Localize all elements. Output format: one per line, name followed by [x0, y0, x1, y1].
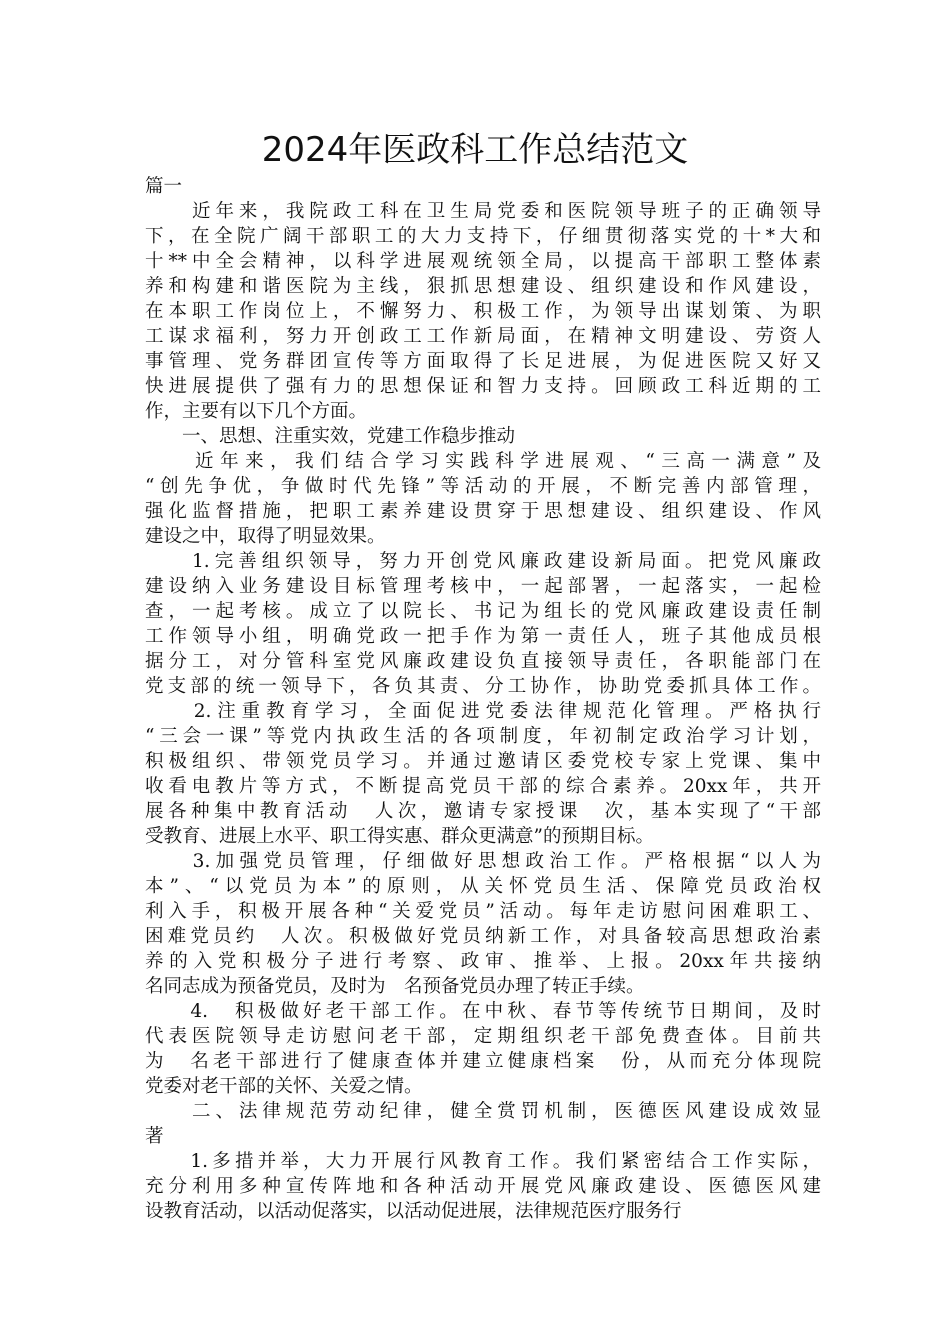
- body-text-line: 快进展提供了强有力的思想保证和智力支持。回顾政工科近期的工: [145, 376, 821, 397]
- section-label: 篇一: [145, 176, 183, 197]
- body-text-line: 代表医院领导走访慰问老干部，定期组织老干部免费查体。目前共: [145, 1026, 821, 1047]
- body-text-line: 近年来，我院政工科在卫生局党委和医院领导班子的正确领导: [145, 201, 821, 222]
- body-text-line: 一、思想、注重实效，党建工作稳步推动: [145, 426, 516, 447]
- document-title: 2024年医政科工作总结范文: [261, 130, 689, 170]
- body-text-line: 养的入党积极分子进行考察、政审、推举、上报。20xx年共接纳: [145, 951, 821, 972]
- body-text-line: 下，在全院广阔干部职工的大力支持下，仔细贯彻落实党的十*大和: [145, 226, 821, 247]
- body-text-line: 养和构建和谐医院为主线，狠抓思想建设、组织建设和作风建设，: [145, 276, 821, 297]
- body-text-line: 2.注重教育学习，全面促进党委法律规范化管理。严格执行: [145, 701, 821, 722]
- body-text-line: 事管理、党务群团宣传等方面取得了长足进展，为促进医院又好又: [145, 351, 821, 372]
- body-text-line: 受教育、进展上水平、职工得实惠、群众更满意”的预期目标。: [145, 826, 654, 847]
- body-text-line: 名同志成为预备党员，及时为 名预备党员办理了转正手续。: [145, 976, 645, 997]
- body-text-line: 充分利用多种宣传阵地和各种活动开展党风廉政建设、医德医风建: [145, 1176, 821, 1197]
- body-text-line: 1.多措并举，大力开展行风教育工作。我们紧密结合工作实际，: [145, 1151, 821, 1172]
- body-text-line: 查，一起考核。成立了以院长、书记为组长的党风廉政建设责任制: [145, 601, 821, 622]
- body-text-line: 1.完善组织领导，努力开创党风廉政建设新局面。把党风廉政: [145, 551, 821, 572]
- body-text-line: 设教育活动，以活动促落实，以活动促进展，法律规范医疗服务行: [145, 1201, 682, 1222]
- body-text-line: 工作领导小组，明确党政一把手作为第一责任人，班子其他成员根: [145, 626, 821, 647]
- body-text-line: 为 名老干部进行了健康查体并建立健康档案 份，从而充分体现院: [145, 1051, 821, 1072]
- body-text-line: 困难党员约 人次。积极做好党员纳新工作，对具备较高思想政治素: [145, 926, 821, 947]
- body-text-line: 积极组织、带领党员学习。并通过邀请区委党校专家上党课、集中: [145, 751, 821, 772]
- body-text-line: 十**中全会精神，以科学进展观统领全局，以提高干部职工整体素: [145, 251, 821, 272]
- body-text-line: 收看电教片等方式，不断提高党员干部的综合素养。20xx年，共开: [145, 776, 821, 797]
- body-text-line: 党支部的统一领导下，各负其责、分工协作，协助党委抓具体工作。: [145, 676, 821, 697]
- body-text-line: “三会一课”等党内执政生活的各项制度，年初制定政治学习计划，: [145, 726, 821, 747]
- document-body: [145, 174, 821, 1224]
- body-text-line: 4. 积极做好老干部工作。在中秋、春节等传统节日期间，及时: [145, 1001, 821, 1022]
- body-text-line: 建设纳入业务建设目标管理考核中，一起部署，一起落实，一起检: [145, 576, 821, 597]
- body-text-line: 利入手，积极开展各种“关爱党员”活动。每年走访慰问困难职工、: [145, 901, 821, 922]
- body-text-line: 强化监督措施，把职工素养建设贯穿于思想建设、组织建设、作风: [145, 501, 821, 522]
- body-text-line: 据分工，对分管科室党风廉政建设负直接领导责任，各职能部门在: [145, 651, 821, 672]
- body-text-line: 二、法律规范劳动纪律，健全赏罚机制，医德医风建设成效显: [145, 1101, 821, 1122]
- body-text-line: 本”、“以党员为本”的原则，从关怀党员生活、保障党员政治权: [145, 876, 821, 897]
- body-text-line: “创先争优，争做时代先锋”等活动的开展，不断完善内部管理，: [145, 476, 821, 497]
- body-text-line: 展各种集中教育活动 人次，邀请专家授课 次，基本实现了“干部: [145, 801, 821, 822]
- body-text-line: 3.加强党员管理，仔细做好思想政治工作。严格根据“以人为: [145, 851, 821, 872]
- body-text-line: 著: [145, 1126, 164, 1147]
- body-text-line: 近年来，我们结合学习实践科学进展观、“三高一满意”及: [145, 451, 821, 472]
- body-text-line: 党委对老干部的关怀、关爱之情。: [145, 1076, 423, 1097]
- body-text-line: 建设之中，取得了明显效果。: [145, 526, 386, 547]
- body-text-line: 工谋求福利，努力开创政工工作新局面，在精神文明建设、劳资人: [145, 326, 821, 347]
- body-text-line: 作，主要有以下几个方面。: [145, 401, 368, 422]
- body-text-line: 在本职工作岗位上，不懈努力、积极工作，为领导出谋划策、为职: [145, 301, 821, 322]
